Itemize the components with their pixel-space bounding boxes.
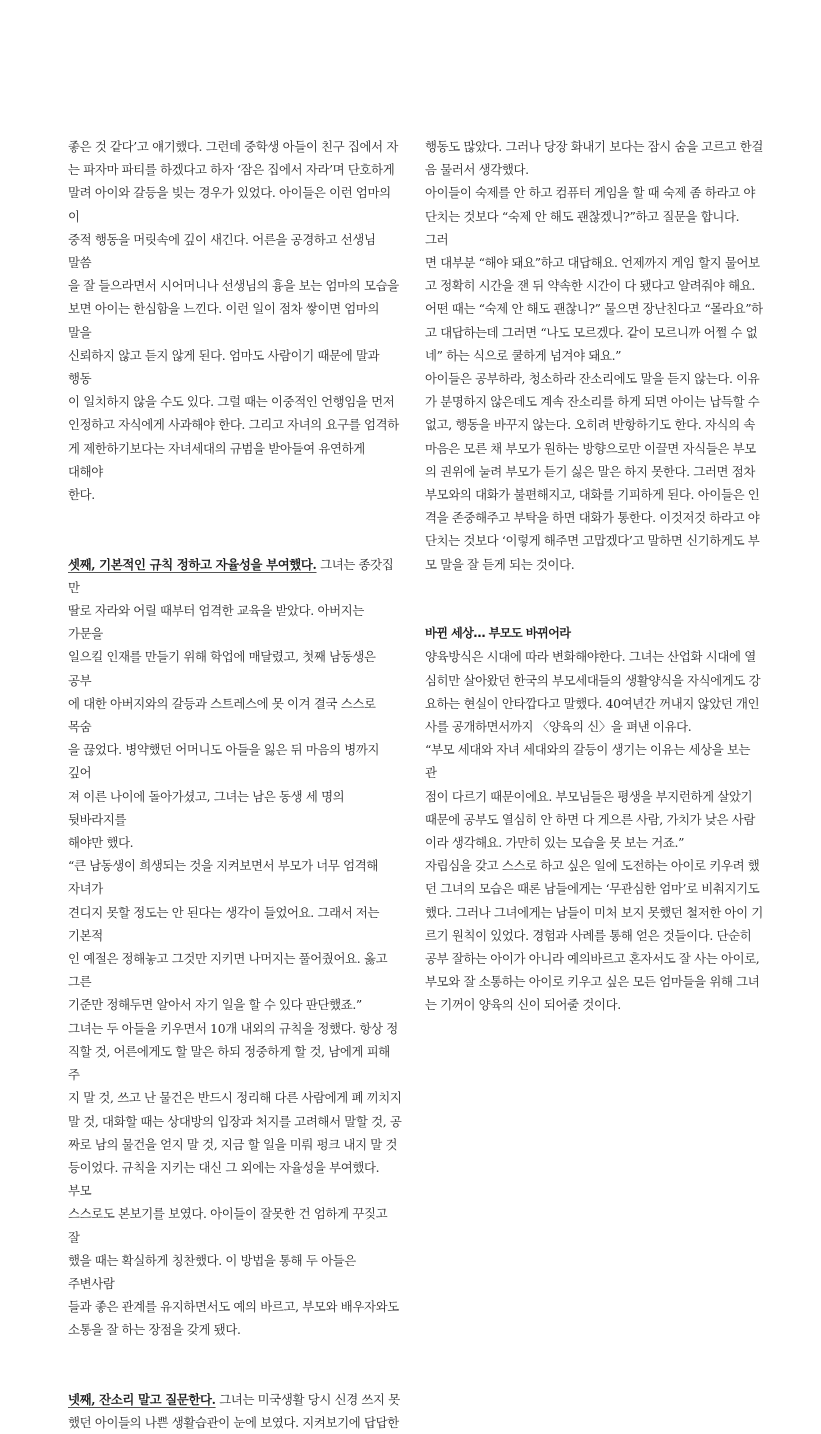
quote: 아이들이 숙제를 안 하고 컴퓨터 게임을 할 때 숙제 좀 하라고 야 단치는 것보다 “숙제 안 해도 괜찮겠니?”하고 질문을 합니다. 그러 면 대부분 “해야 돼요”하고 대답해요. 언제까지 게임 할지 물어보 고 정확히 시간을 잰 뒤 약속한 시간이 다 됐다고 알려줘야 해요. 어떤 때는 “숙제 안 해도 괜찮니?” 물으면 장난친다고 “몰라요”하 고 대답하는데 그러면 “나도 모르겠다. 같이 모르니까 어쩔 수 없 네” 하는 식으로 쿨하게 넘겨야 돼요.” <box>425 185 763 363</box>
paragraph: 자립심을 갖고 스스로 하고 싶은 일에 도전하는 아이로 키우려 했 던 그녀의 모습은 때론 남들에게는 ‘무관심한 엄마’로 비춰지기도 했다. 그러나 그녀에게는 남들이 미처 보지 못했던 철저한 아이 기 르기 원칙이 있었다. 경험과 사례를 통해 얻은 것들이다. 단순히 공부 잘하는 아이가 아니라 예의바르고 혼자서도 잘 사는 아이로, 부모와 잘 소통하는 아이로 키우고 싶은 모든 엄마들을 위해 그녀 는 기꺼이 양육의 신이 되어줄 것이다. <box>425 858 763 1013</box>
paragraph-gap <box>425 599 763 622</box>
paragraph: 아이들은 공부하라, 청소하라 잔소리에도 말을 듣지 않는다. 이유 가 분명하지 않은데도 계속 잔소리를 하게 되면 아이는 납득할 수 없고, 행동을 바꾸지 않는다. 오히려 반항하기도 한다. 자식의 속 마음은 모른 채 부모가 원하는 방향으로만 이끌면 자식들은 부모 의 권위에 눌려 부모가 듣기 싫은 말은 하지 못한다. 그러면 점차 부모와의 대화가 불편해지고, 대화를 기피하게 된다. 아이들은 인 격을 존중해주고 부탁을 하면 대화가 통한다. 이것저것 하라고 야 단치는 것보다 ‘이렇게 해주면 고맙겠다’고 말하면 신기하게도 부 모 말을 잘 듣게 되는 것이다. <box>425 371 760 572</box>
paragraph: 행동도 많았다. 그러나 당장 화내기 보다는 잠시 숨을 고르고 한걸 음 물러서 생각했다. <box>425 139 763 178</box>
section-four <box>68 1388 402 1434</box>
section-four-body: 그녀는 미국생활 당시 신경 쓰지 못 했던 아이들의 나쁜 생활습관이 눈에 보였다. 지켜보기에 답답한 <box>68 1391 400 1431</box>
subheading: 바뀐 세상… 부모도 바뀌어라 <box>425 626 571 641</box>
section-four-heading: 넷째, 잔소리 말고 질문한다. <box>68 1391 216 1407</box>
section-three-body: 그녀는 종갓집 만 딸로 자라와 어릴 때부터 엄격한 교육을 받았다. 아버지는 가문을 일으킬 인재를 만들기 위해 학업에 매달렸고, 첫째 남동생은 공부 에 대한 아버지와의 갈등과 스트레스에 못 이겨 결국 스스로 목숨 을 끊었다. 병약했던 어머니도 아들을 잃은 뒤 마음의 병까지 깊어 져 이른 나이에 돌아가셨고, 그녀는 남은 동생 세 명의 뒷바라지를 해야만 했다. <box>68 556 394 851</box>
paragraph: 양육방식은 시대에 따라 변화해야한다. 그녀는 산업화 시대에 열 심히만 살아왔던 한국의 부모세대들의 생활양식을 자식에게도 강 요하는 현실이 안타깝다고 말했다. 40여년간 꺼내지 않았던 개인 사를 공개하면서까지 〈양육의 신〉을 펴낸 이유다. <box>425 649 761 735</box>
quote: “부모 세대와 자녀 세대와의 갈등이 생기는 이유는 세상을 보는 관 점이 다르기 때문이에요. 부모님들은 평생을 부지런하게 살았기 때문에 공부도 열심히 안 하면 다 게으른 사람, 가치가 낮은 사람 이라 생각해요. 가만히 있는 모습을 못 보는 거죠.” <box>425 742 755 851</box>
quote: “큰 남동생이 희생되는 것을 지켜보면서 부모가 너무 엄격해 자녀가 견디지 못할 정도는 안 된다는 생각이 들었어요. 그래서 저는 기본적 인 예절은 정해놓고 그것만 지키면 나머지는 풀어줬어요. 옳고 그른 기준만 정해두면 알아서 자기 일을 할 수 있다 판단했죠.” <box>68 858 388 1013</box>
section-three <box>68 553 402 855</box>
paragraph-gap <box>68 1342 402 1365</box>
paragraph: 좋은 것 같다’고 얘기했다. 그런데 중학생 아들이 친구 집에서 자 는 파자마 파티를 하겠다고 하자 ‘잠은 집에서 자라’며 단호하게 말려 아이와 갈등을 빚는 경우가 있었다. 아이들은 이런 엄마의 이 중적 행동을 머릿속에 깊이 새긴다. 어른을 공경하고 선생님 말씀 을 잘 들으라면서 시어머니나 선생님의 흉을 보는 엄마의 모습을 보면 아이는 한심함을 느낀다. 이런 일이 점차 쌓이면 엄마의 말을 신뢰하지 않고 듣지 않게 된다. 엄마도 사람이기 때문에 말과 행동 이 일치하지 않을 수도 있다. 그럴 때는 이중적인 언행임을 먼저 인정하고 자식에게 사과해야 한다. 그리고 자녀의 요구를 엄격하 게 제한하기보다는 자녀세대의 규범을 받아들여 유연하게 대해야 한다. <box>68 139 399 503</box>
left-column <box>68 135 402 1434</box>
paragraph-gap <box>425 576 763 599</box>
paragraph-gap <box>68 529 402 552</box>
paragraph-gap <box>68 506 402 529</box>
right-column <box>425 135 763 1017</box>
paragraph: 그녀는 두 아들을 키우면서 10개 내외의 규칙을 정했다. 항상 정 직할 것, 어른에게도 할 말은 하되 정중하게 할 것, 남에게 피해 주 지 말 것, 쓰고 난 물건은 반드시 정리해 다른 사람에게 폐 끼치지 말 것, 대화할 때는 상대방의 입장과 처지를 고려해서 말할 것, 공 짜로 남의 물건을 얻지 말 것, 지금 할 일을 미뤄 펑크 내지 말 것 등이었다. 규칙을 지키는 대신 그 외에는 자율성을 부여했다. 부모 스스로도 본보기를 보였다. 아이들이 잘못한 건 엄하게 꾸짖고 잘 했을 때는 확실하게 칭찬했다. 이 방법을 통해 두 아들은 주변사람 들과 좋은 관계를 유지하면서도 예의 바르고, 부모와 배우자와도 소통을 잘 하는 장점을 갖게 됐다. <box>68 1020 402 1338</box>
section-three-heading: 셋째, 기본적인 규칙 정하고 자율성을 부여했다. <box>68 556 317 572</box>
paragraph-gap <box>68 1365 402 1388</box>
